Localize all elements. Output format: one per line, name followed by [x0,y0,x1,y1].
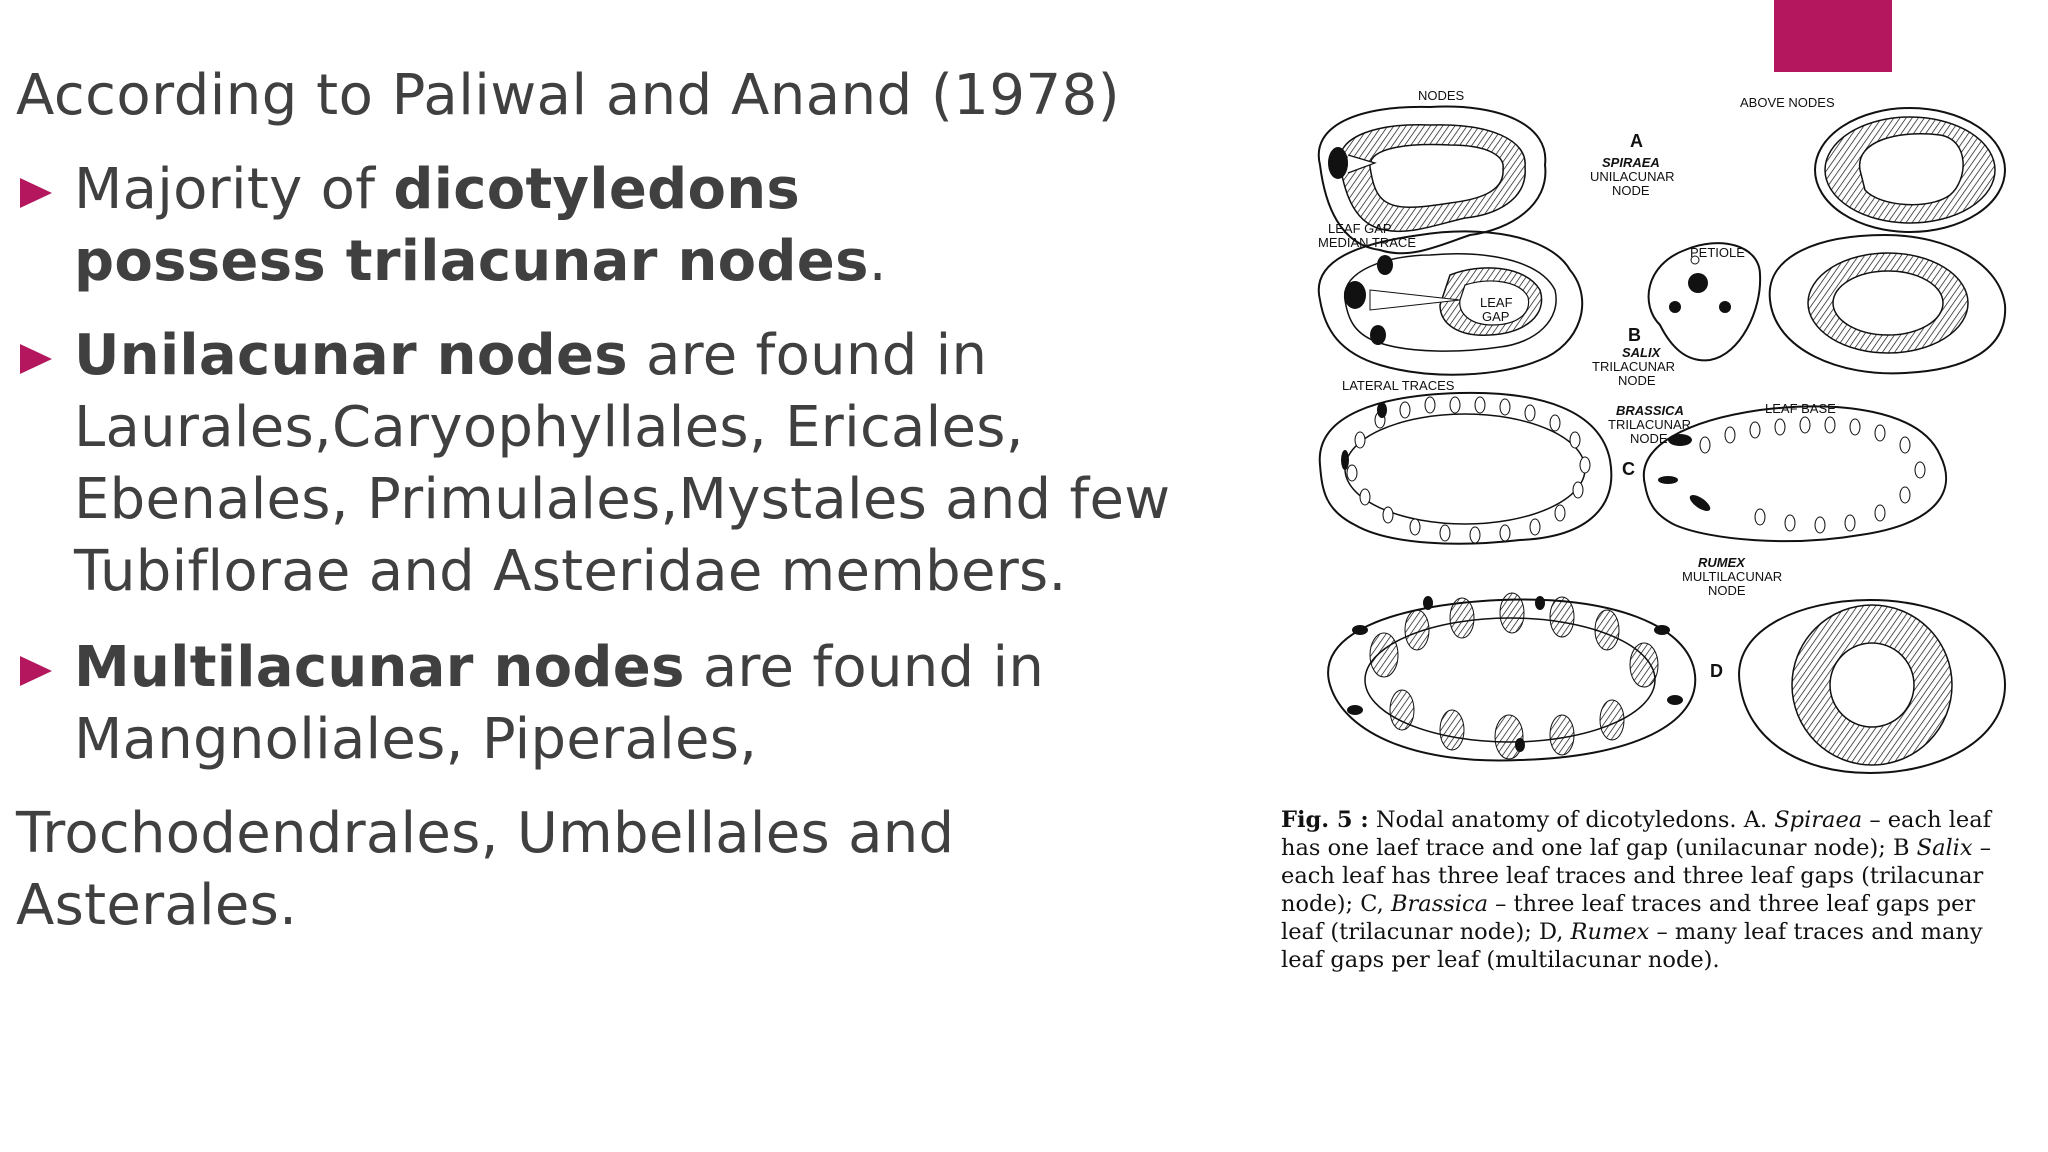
accent-square [1774,0,1892,72]
bullet-3 [74,632,1054,776]
bullet-1-bold: dicotyledons possess trilacunar nodes [74,157,869,294]
caption-rumex: Rumex [1570,919,1650,945]
bullet-2-text: are found in Laurales,Caryophyllales, Ericales, Ebenales, Primulales,Mystales and few Tubiflorae and Asteridae members. [74,323,1171,604]
label-leaf-base: LEAF BASE [1765,401,1836,416]
label-above-nodes: ABOVE NODES [1740,95,1835,110]
label-b-type-1: TRILACUNAR [1592,359,1676,374]
label-c-type-1: TRILACUNAR [1608,417,1692,432]
label-median-trace: MEDIAN TRACE [1318,235,1416,250]
bullet-arrow-icon [20,656,52,686]
figure-caption [1281,806,2021,974]
caption-brassica: Brassica [1390,891,1488,917]
label-a-type-1: UNILACUNAR [1590,169,1675,184]
bullet-1-prefix: Majority of [74,157,394,222]
label-a-genus: SPIRAEA [1602,155,1660,170]
spiraea-above-node-section [1815,108,2005,232]
bullet-2 [74,320,1204,608]
caption-text-2: – each leaf has one laef trace and one laf gap (unilacunar node); B [1281,807,1991,861]
caption-spiraea: Spiraea [1774,807,1863,833]
rumex-stem-section [1739,600,2005,773]
label-lateral-traces: LATERAL TRACES [1342,378,1455,393]
label-petiole: PETIOLE [1690,245,1745,260]
bullet-2-bold: Unilacunar nodes [74,323,628,388]
label-a-type-2: NODE [1612,183,1650,198]
label-nodes: NODES [1418,88,1465,103]
bullet-1 [74,154,1054,298]
salix-petiole-section [1649,243,1761,360]
caption-text-3: – each leaf has three leaf traces and three leaf gaps (trilacunar node); C, [1281,835,1991,917]
caption-text-4: – three leaf traces and three leaf gaps per leaf (trilacunar node); D, [1281,891,1976,945]
bullet-3-text: are found in Mangnoliales, Piperales, [74,635,1045,772]
nodal-anatomy-figure [1300,85,2020,805]
bullet-3-bold: Multilacunar nodes [74,635,685,700]
label-b-type-2: NODE [1618,373,1656,388]
label-d-type-1: MULTILACUNAR [1682,569,1783,584]
label-d-type-2: NODE [1708,583,1746,598]
continuation-text: Trochodendrales, Umbellales and Asterales. [16,801,955,938]
label-d-genus: RUMEX [1698,555,1745,570]
slide-heading: According to Paliwal and Anand (1978) [16,63,1121,128]
label-c-genus: BRASSICA [1616,403,1684,418]
label-leaf-gap-inner-1: LEAF [1480,295,1513,310]
salix-node-section [1319,231,1583,374]
brassica-node-section [1320,393,1612,544]
rumex-node-section [1328,593,1695,761]
label-b: B [1628,325,1641,345]
bullet-arrow-icon [20,344,52,374]
salix-stem-section [1770,235,2005,373]
caption-text-5: – many leaf traces and many leaf gaps per leaf (multilacunar node). [1281,919,1983,973]
label-b-genus: SALIX [1622,345,1661,360]
caption-salix: Salix [1916,835,1973,861]
bullet-arrow-icon [20,178,52,208]
label-a: A [1630,131,1643,151]
label-d: D [1710,661,1723,681]
label-c-type-2: NODE [1630,431,1668,446]
label-c: C [1622,459,1635,479]
caption-text-1: Nodal anatomy of dicotyledons. A. [1368,807,1775,833]
caption-fig-label: Fig. 5 : [1281,807,1369,833]
label-leaf-gap-inner-2: GAP [1482,309,1510,324]
label-leaf-gap: LEAF GAP [1328,221,1392,236]
bullet-1-suffix: . [868,229,887,294]
